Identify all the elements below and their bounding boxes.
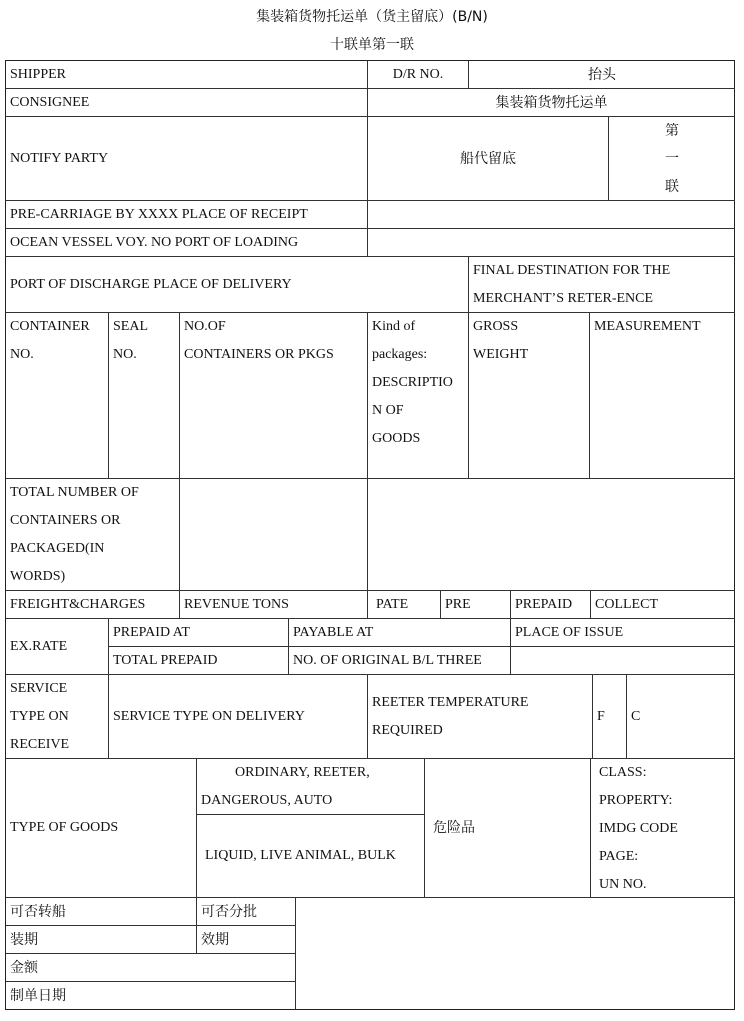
property-label: PROPERTY: bbox=[599, 793, 673, 808]
copy-number-char-3: 联 bbox=[665, 179, 679, 195]
service-receive-line-1: SERVICE bbox=[10, 681, 68, 696]
service-receive-line-3: RECEIVE bbox=[10, 737, 70, 752]
container-no-line-1: CONTAINER bbox=[10, 319, 90, 334]
fahrenheit-label: F bbox=[597, 708, 605, 724]
prepaid-at-cell[interactable] bbox=[109, 619, 289, 647]
no-of-containers-line-2: CONTAINERS OR PKGS bbox=[184, 347, 334, 362]
ocean-vessel-value[interactable] bbox=[368, 229, 735, 257]
pre-carriage-value[interactable] bbox=[368, 201, 735, 229]
agent-copy-cell bbox=[368, 117, 609, 201]
no-of-containers-cell[interactable] bbox=[180, 313, 368, 479]
original-bl-label: NO. OF ORIGINAL B/L THREE bbox=[293, 653, 482, 668]
revenue-tons-label: REVENUE TONS bbox=[184, 597, 289, 612]
ordinary-line-2: DANGEROUS, AUTO bbox=[201, 793, 333, 808]
pre-carriage-cell[interactable] bbox=[6, 201, 368, 229]
partial-shipment-label: 可否分批 bbox=[201, 904, 257, 920]
shipper-label: SHIPPER bbox=[10, 67, 67, 82]
service-receive-cell[interactable] bbox=[6, 675, 109, 759]
place-of-issue-cell[interactable] bbox=[511, 619, 735, 647]
container-no-cell[interactable] bbox=[6, 313, 109, 479]
kind-line-4: N OF bbox=[372, 403, 404, 418]
payable-at-cell[interactable] bbox=[289, 619, 511, 647]
port-discharge-cell[interactable] bbox=[6, 257, 469, 313]
notify-party-cell[interactable] bbox=[6, 117, 368, 201]
dangerous-details-cell[interactable] bbox=[591, 759, 735, 898]
total-number-cell bbox=[6, 479, 180, 591]
taitou-cell[interactable] bbox=[469, 61, 735, 89]
taitou-label: 抬头 bbox=[588, 67, 616, 83]
pre-carriage-label: PRE-CARRIAGE BY XXXX PLACE OF RECEIPT bbox=[10, 207, 308, 222]
reeter-temperature-cell[interactable] bbox=[368, 675, 593, 759]
seal-no-line-2: NO. bbox=[113, 347, 137, 362]
kind-line-2: packages: bbox=[372, 347, 428, 362]
collect-label: COLLECT bbox=[595, 597, 658, 612]
consignee-label: CONSIGNEE bbox=[10, 95, 90, 110]
page-label: PAGE: bbox=[599, 849, 639, 864]
make-date-label: 制单日期 bbox=[10, 988, 66, 1004]
dangerous-goods-label: 危险品 bbox=[433, 820, 475, 836]
total-number-extra[interactable] bbox=[368, 479, 735, 591]
un-no-label: UN NO. bbox=[599, 877, 647, 892]
amount-label: 金额 bbox=[10, 960, 38, 976]
total-line-2: CONTAINERS OR bbox=[10, 513, 121, 528]
load-period-label: 装期 bbox=[10, 932, 38, 948]
collect-cell bbox=[591, 591, 735, 619]
form-subtitle: 十联单第一联 bbox=[330, 37, 414, 53]
pre-label: PRE bbox=[445, 597, 471, 612]
service-receive-line-2: TYPE ON bbox=[10, 709, 69, 724]
ordinary-line-1: ORDINARY, REETER, bbox=[235, 765, 370, 780]
reeter-line-1: REETER TEMPERATURE bbox=[372, 695, 529, 710]
payable-at-label: PAYABLE AT bbox=[293, 625, 374, 640]
dr-no-cell bbox=[368, 61, 469, 89]
fahrenheit-cell[interactable] bbox=[593, 675, 627, 759]
transship-cell[interactable] bbox=[6, 898, 197, 926]
place-of-issue-label: PLACE OF ISSUE bbox=[515, 625, 624, 640]
shipper-cell[interactable] bbox=[6, 61, 368, 89]
total-line-1: TOTAL NUMBER OF bbox=[10, 485, 139, 500]
notify-party-label: NOTIFY PARTY bbox=[10, 150, 109, 166]
service-delivery-label: SERVICE TYPE ON DELIVERY bbox=[113, 708, 305, 724]
total-line-4: WORDS) bbox=[10, 569, 66, 584]
service-delivery-cell[interactable] bbox=[109, 675, 368, 759]
prepaid-label: PREPAID bbox=[515, 597, 573, 612]
prepaid-cell bbox=[511, 591, 591, 619]
ocean-vessel-label: OCEAN VESSEL VOY. NO PORT OF LOADING bbox=[10, 235, 299, 250]
agent-copy-label: 船代留底 bbox=[460, 150, 516, 167]
make-date-cell[interactable] bbox=[6, 982, 296, 1009]
reeter-line-2: REQUIRED bbox=[372, 723, 443, 738]
port-discharge-label: PORT OF DISCHARGE PLACE OF DELIVERY bbox=[10, 276, 292, 292]
imdg-code-label: IMDG CODE bbox=[599, 821, 678, 836]
place-of-issue-value[interactable] bbox=[511, 647, 735, 675]
type-of-goods-cell bbox=[6, 759, 197, 898]
prepaid-at-label: PREPAID AT bbox=[113, 625, 190, 640]
total-number-value[interactable] bbox=[180, 479, 368, 591]
amount-cell[interactable] bbox=[6, 954, 296, 982]
container-no-line-2: NO. bbox=[10, 347, 34, 362]
validity-label: 效期 bbox=[201, 932, 229, 948]
measurement-label: MEASUREMENT bbox=[594, 319, 701, 334]
kind-line-3: DESCRIPTIO bbox=[372, 375, 453, 390]
ex-rate-label: EX.RATE bbox=[10, 638, 68, 654]
total-prepaid-label: TOTAL PREPAID bbox=[113, 653, 218, 668]
freight-charges-label: FREIGHT&CHARGES bbox=[10, 597, 146, 612]
load-period-cell[interactable] bbox=[6, 926, 197, 954]
gross-weight-cell[interactable] bbox=[469, 313, 590, 479]
dr-no-label: D/R NO. bbox=[392, 67, 444, 82]
type-of-goods-label: TYPE OF GOODS bbox=[10, 820, 119, 835]
celsius-cell[interactable] bbox=[627, 675, 735, 759]
gross-weight-line-1: GROSS bbox=[473, 319, 519, 334]
dangerous-goods-cell[interactable] bbox=[425, 759, 591, 898]
class-label: CLASS: bbox=[599, 765, 647, 780]
liquid-cell[interactable] bbox=[197, 815, 425, 898]
gross-weight-line-2: WEIGHT bbox=[473, 347, 529, 362]
final-destination-line-1: FINAL DESTINATION FOR THE bbox=[473, 263, 671, 278]
booking-form bbox=[5, 60, 735, 1010]
ordinary-cell[interactable] bbox=[197, 759, 425, 815]
pate-cell bbox=[368, 591, 441, 619]
total-prepaid-cell[interactable] bbox=[109, 647, 289, 675]
copy-number-cell bbox=[609, 117, 735, 201]
form-name-label: 集装箱货物托运单 bbox=[495, 95, 608, 111]
measurement-cell[interactable] bbox=[590, 313, 735, 479]
seal-no-cell[interactable] bbox=[109, 313, 180, 479]
pate-label: PATE bbox=[376, 597, 409, 612]
revenue-tons-cell bbox=[180, 591, 368, 619]
ex-rate-cell bbox=[6, 619, 109, 675]
final-destination-line-2: MERCHANT’S RETER-ENCE bbox=[473, 291, 654, 306]
form-title: 集装箱货物托运单（货主留底）(B/N) bbox=[256, 9, 488, 25]
copy-number-char-1: 第 bbox=[665, 123, 679, 139]
final-destination-cell[interactable] bbox=[469, 257, 735, 313]
ocean-vessel-cell[interactable] bbox=[6, 229, 368, 257]
copy-number-char-2: 一 bbox=[665, 151, 679, 167]
kind-of-packages-cell[interactable] bbox=[368, 313, 469, 479]
kind-line-5: GOODS bbox=[372, 431, 421, 446]
freight-charges-cell bbox=[6, 591, 180, 619]
original-bl-cell[interactable] bbox=[289, 647, 511, 675]
liquid-label: LIQUID, LIVE ANIMAL, BULK bbox=[205, 848, 396, 863]
total-line-3: PACKAGED(IN bbox=[10, 541, 105, 556]
consignee-cell[interactable] bbox=[6, 89, 368, 117]
transship-label: 可否转船 bbox=[10, 904, 66, 920]
celsius-label: C bbox=[631, 708, 641, 724]
partial-shipment-cell[interactable] bbox=[197, 898, 296, 926]
pre-cell bbox=[441, 591, 511, 619]
form-name-cell bbox=[368, 89, 735, 117]
validity-cell[interactable] bbox=[197, 926, 296, 954]
no-of-containers-line-1: NO.OF bbox=[184, 319, 226, 334]
seal-no-line-1: SEAL bbox=[113, 319, 148, 334]
kind-line-1: Kind of bbox=[372, 319, 416, 334]
